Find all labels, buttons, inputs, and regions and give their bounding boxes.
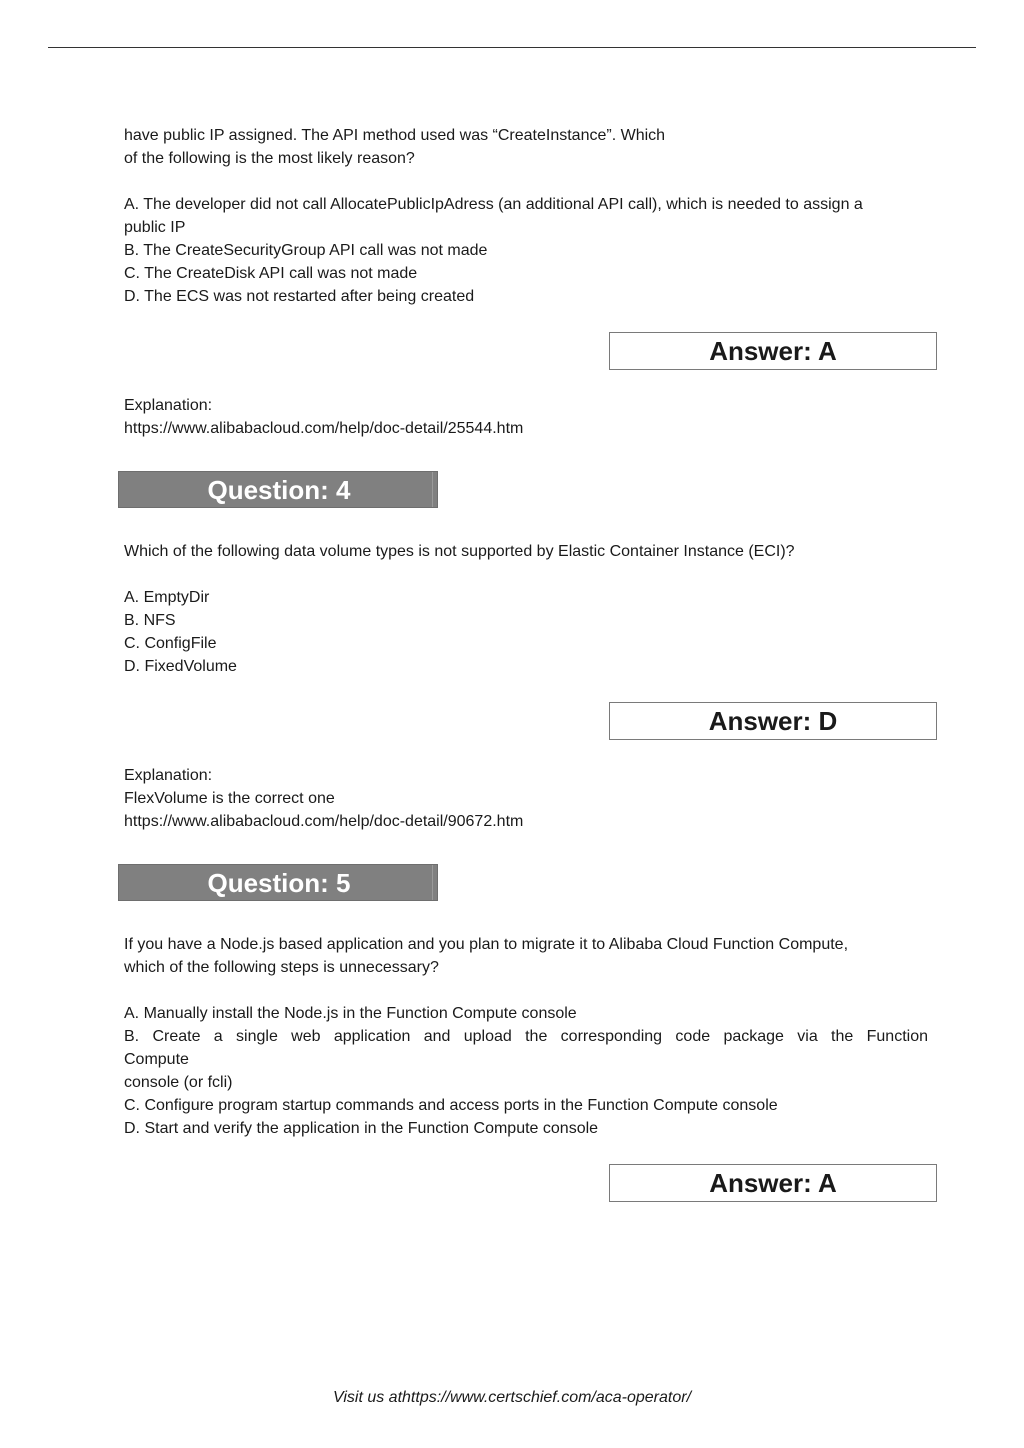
- footer-link[interactable]: Visit us athttps://www.certschief.com/aca-operator/: [332, 1389, 692, 1406]
- question-4-explanation-label: Explanation:: [124, 767, 213, 784]
- question-4-option-c: C. ConfigFile: [124, 635, 217, 652]
- question-4-header: [118, 471, 438, 508]
- question-5-header: [118, 864, 438, 901]
- question-5-option-b-line-1: B. Create a single web application and upload the corresponding code package via the Function: [124, 1028, 928, 1045]
- question-5-option-b-line-2: Compute: [124, 1051, 189, 1068]
- question-3-explanation-label: Explanation:: [124, 397, 213, 414]
- question-4-option-a: A. EmptyDir: [124, 589, 210, 606]
- question-4-title: Question: 4: [207, 475, 351, 505]
- question-4-option-b: B. NFS: [124, 612, 176, 629]
- question-4-answer-box: Answer: D: [609, 702, 937, 740]
- question-3-option-a-line-1: A. The developer did not call AllocatePublicIpAdress (an additional API call), which is needed to assign a: [124, 196, 863, 213]
- question-5-answer-box: Answer: A: [609, 1164, 937, 1202]
- question-4-option-d: D. FixedVolume: [124, 658, 237, 675]
- question-4-explanation-link[interactable]: https://www.alibabacloud.com/help/doc-detail/90672.htm: [124, 813, 524, 830]
- question-5-header-edge: [432, 865, 433, 900]
- question-3-stem-line-1: have public IP assigned. The API method used was “CreateInstance”. Which: [124, 127, 666, 144]
- question-3-option-b: B. The CreateSecurityGroup API call was not made: [124, 242, 488, 259]
- question-3-answer-box: Answer: A: [609, 332, 937, 370]
- question-5-stem-line-2: which of the following steps is unnecessary?: [124, 959, 439, 976]
- question-5-option-d: D. Start and verify the application in the Function Compute console: [124, 1120, 599, 1137]
- question-5-option-a: A. Manually install the Node.js in the Function Compute console: [124, 1005, 577, 1022]
- question-3-option-d: D. The ECS was not restarted after being created: [124, 288, 475, 305]
- question-5-title: Question: 5: [207, 868, 351, 898]
- question-3-stem-line-2: of the following is the most likely reason?: [124, 150, 415, 167]
- question-4-explanation-text: FlexVolume is the correct one: [124, 790, 335, 807]
- question-4-stem: Which of the following data volume types is not supported by Elastic Container Instance (ECI)?: [124, 543, 795, 560]
- header-rule: [48, 47, 976, 48]
- question-5-option-b-line-3: console (or fcli): [124, 1074, 233, 1091]
- question-3-explanation-link[interactable]: https://www.alibabacloud.com/help/doc-detail/25544.htm: [124, 420, 524, 437]
- question-5-option-c: C. Configure program startup commands and access ports in the Function Compute console: [124, 1097, 778, 1114]
- question-3-option-a-line-2: public IP: [124, 219, 186, 236]
- question-5-stem-line-1: If you have a Node.js based application and you plan to migrate it to Alibaba Cloud Function Compute,: [124, 936, 849, 953]
- question-3-option-c: C. The CreateDisk API call was not made: [124, 265, 418, 282]
- question-4-header-edge: [432, 472, 433, 507]
